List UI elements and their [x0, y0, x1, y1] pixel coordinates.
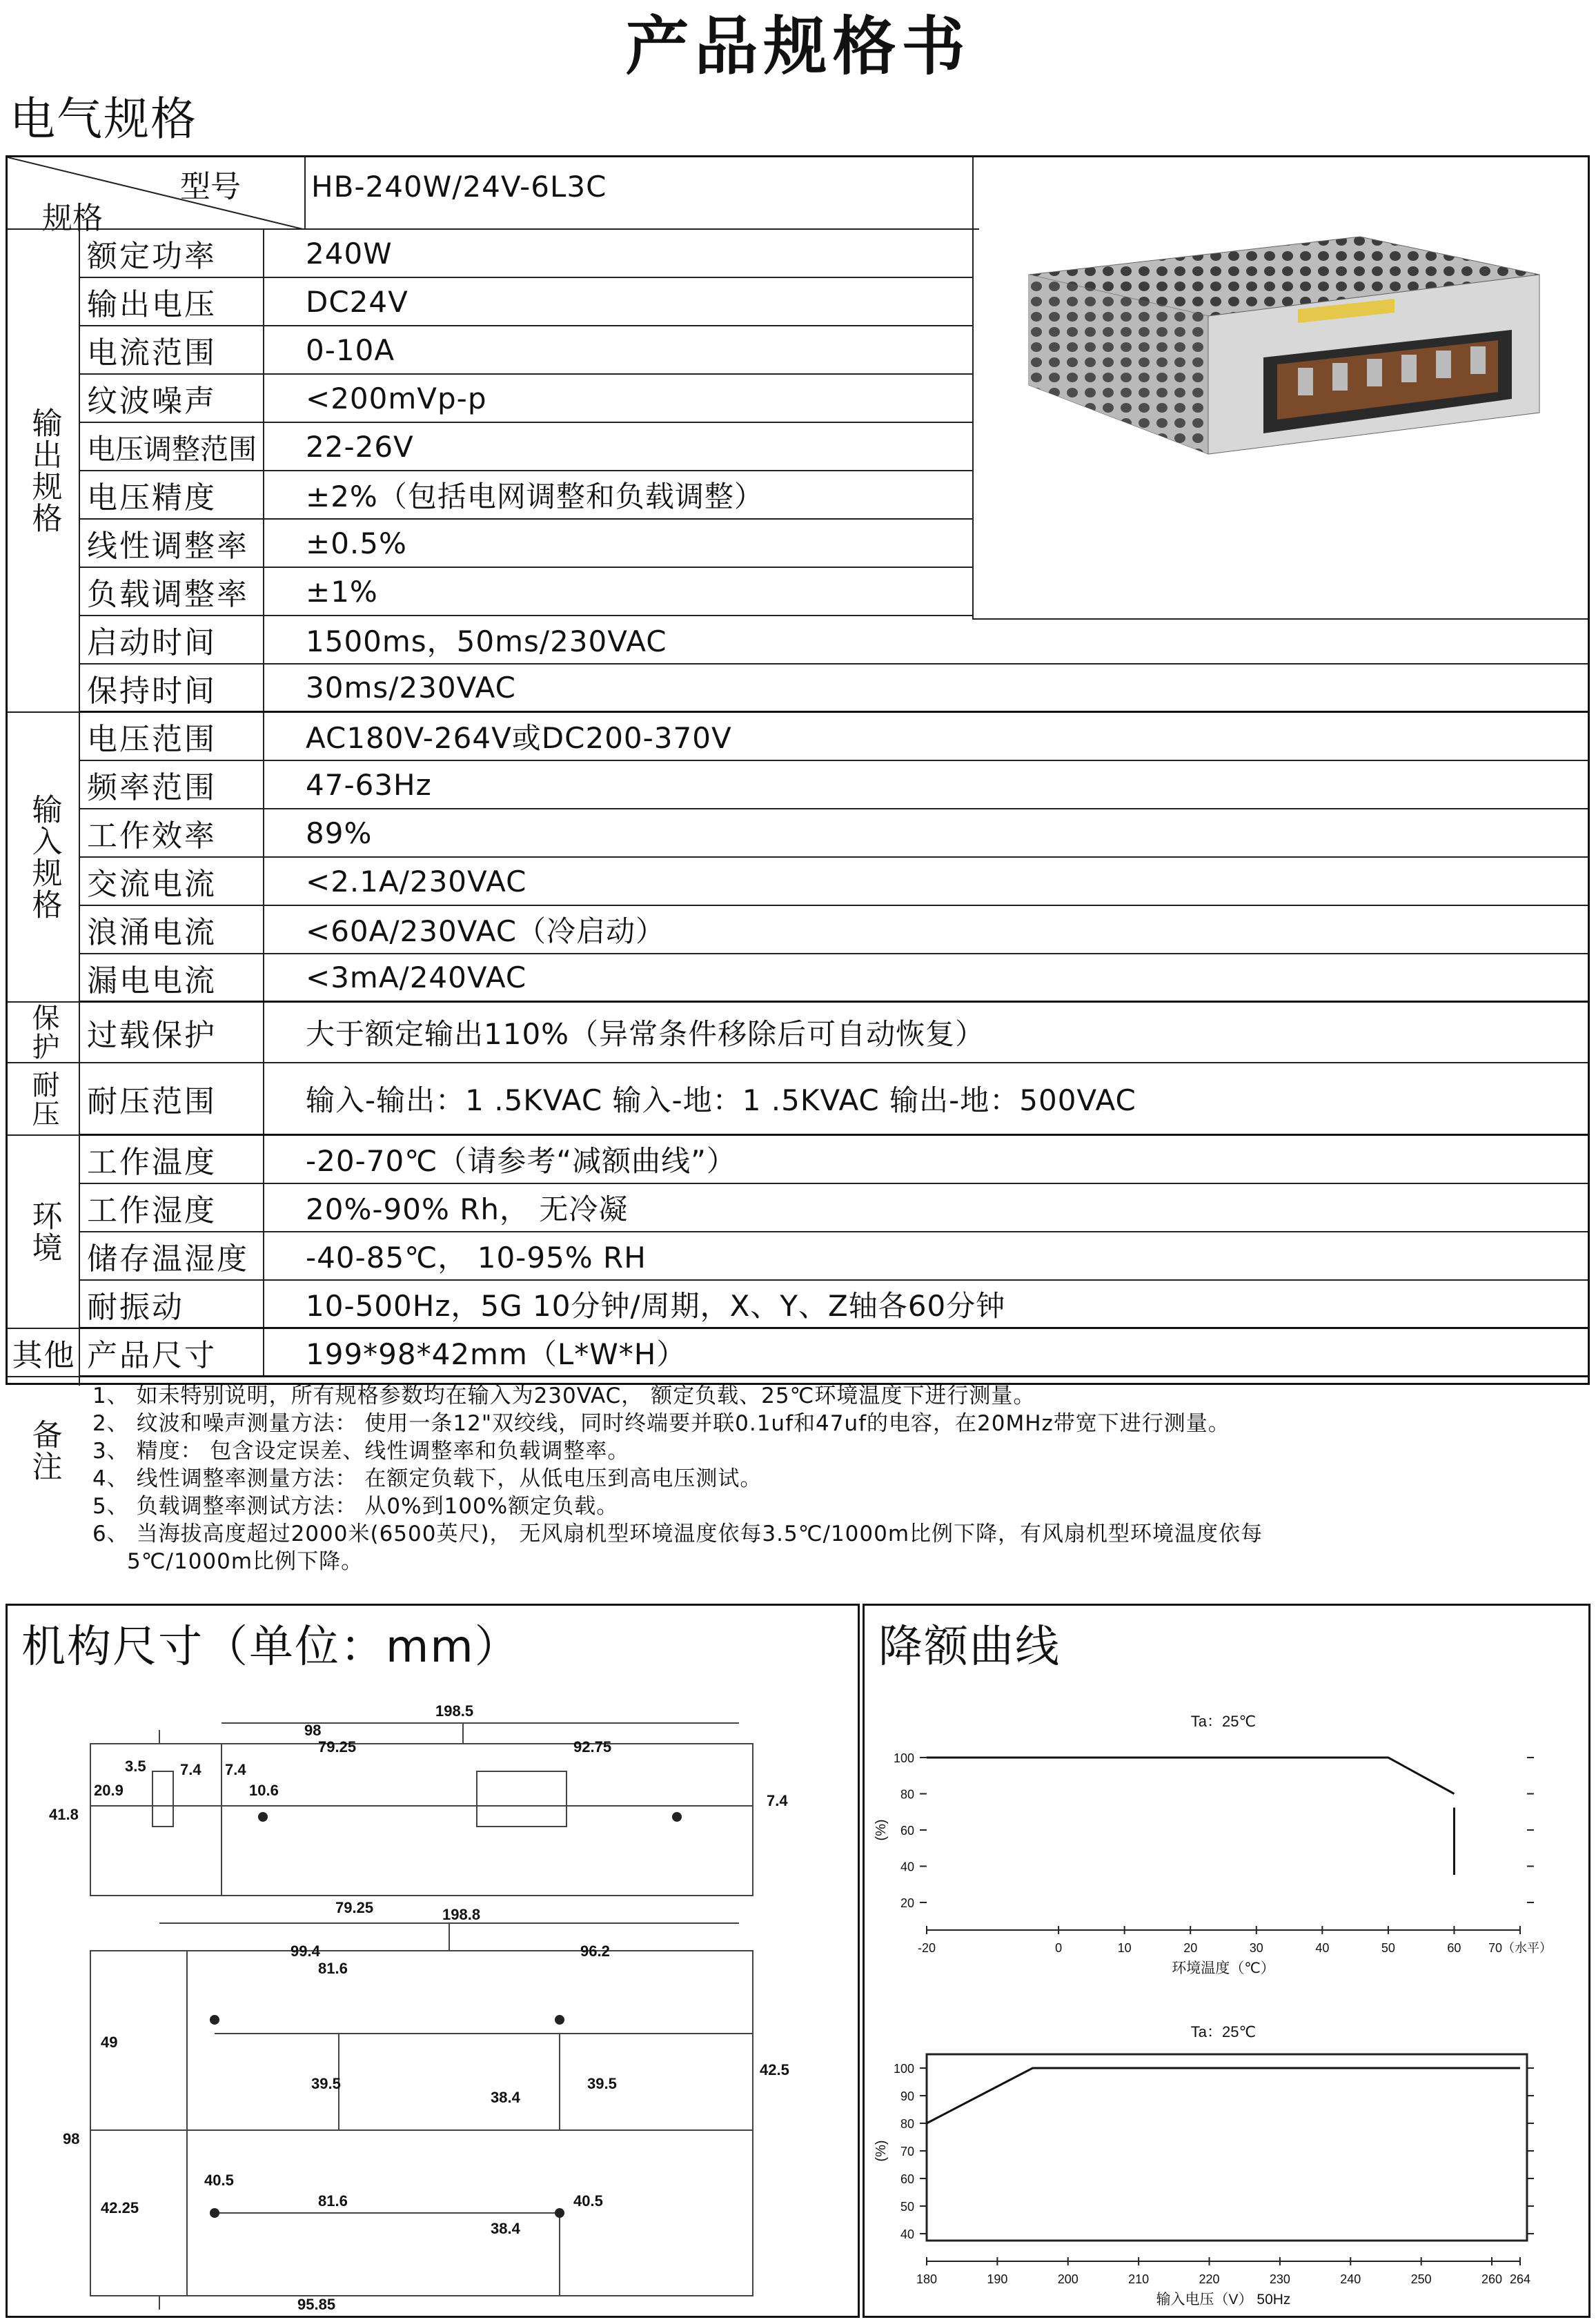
y-tick-label: 50 — [900, 2200, 914, 2214]
chart-title: Ta：25℃ — [1190, 1713, 1257, 1730]
x-tick-label: 10 — [1117, 1941, 1132, 1955]
chart-title: Ta：25℃ — [1190, 2023, 1257, 2040]
group-env: 环境 — [8, 1136, 80, 1329]
x-tick-label: 190 — [987, 2272, 1008, 2286]
mechanical-panel — [6, 1604, 860, 2318]
spec-row: 电压精度 ±2%（包括电网调整和负载调整） — [80, 471, 972, 520]
spec-row: 电流范围 0-10A — [80, 326, 972, 375]
dim-label: 92.75 — [573, 1738, 612, 1755]
section-title-electrical: 电气规格 — [10, 92, 197, 146]
product-image-cell — [972, 157, 1588, 620]
group-protect: 保护 — [8, 1003, 80, 1063]
mechanical-title: 机构尺寸（单位：mm） — [21, 1622, 520, 1673]
dim-label: 49 — [101, 2034, 118, 2051]
x-tick-label: 200 — [1057, 2272, 1078, 2286]
note-item: 2、 纹波和噪声测量方法： 使用一条12"双绞线，同时终端要并联0.1uf和47uf的电容，在20MHz带宽下进行测量。 — [92, 1411, 1230, 1436]
note-item: 5、 负载调整率测试方法： 从0%到100%额定负载。 — [92, 1494, 619, 1519]
spec-row: 耐压范围 输入-输出：1 .5KVAC 输入-地：1 .5KVAC 输出-地：500VAC — [80, 1063, 1588, 1136]
dim-label: 42.25 — [101, 2199, 139, 2216]
spec-row: 工作温度 -20-70℃（请参考“减额曲线”） — [80, 1136, 1588, 1184]
spec-row: 交流电流 <2.1A/230VAC — [80, 858, 1588, 906]
note-item: 4、 线性调整率测量方法： 在额定负载下，从低电压到高电压测试。 — [92, 1466, 762, 1491]
x-tick-label: 220 — [1199, 2272, 1220, 2286]
spec-row: 额定功率 240W — [80, 230, 972, 278]
spec-label: 规格 — [42, 201, 103, 236]
x-tick-label: -20 — [917, 1941, 936, 1955]
mechanical-drawing — [8, 1606, 858, 2316]
dim-label: 7.4 — [225, 1761, 246, 1778]
dim-label: 42.5 — [760, 2061, 789, 2078]
chart-frame — [927, 2054, 1527, 2241]
dim-label: 98 — [304, 1722, 322, 1739]
dim-label: 39.5 — [311, 2075, 341, 2092]
dim-label: 38.4 — [491, 2220, 520, 2237]
x-tick-label: 40 — [1315, 1941, 1330, 1955]
note-item: 5℃/1000m比例下降。 — [127, 1549, 364, 1574]
y-tick-label: 60 — [900, 2172, 914, 2186]
y-tick-label: 100 — [893, 1751, 914, 1765]
dim-label: 79.25 — [318, 1738, 357, 1755]
spec-row: 电压范围 AC180V-264V或DC200-370V — [80, 713, 1588, 761]
derating-panel — [863, 1604, 1590, 2318]
dim-label: 81.6 — [318, 2192, 348, 2210]
model-value: HB-240W/24V-6L3C — [311, 170, 607, 204]
dim-label: 198.5 — [435, 1702, 474, 1720]
spec-row: 输出电压 DC24V — [80, 278, 972, 326]
y-tick-label: 60 — [900, 1824, 914, 1838]
y-tick-label: 40 — [900, 1860, 914, 1874]
x-tick-label: 180 — [916, 2272, 938, 2286]
note-item: 1、 如未特别说明，所有规格参数均在输入为230VAC， 额定负载、25℃环境温度下进行测量。 — [92, 1384, 1036, 1408]
x-tick-label: 210 — [1128, 2272, 1150, 2286]
spec-row: 保持时间 30ms/230VAC — [80, 665, 1588, 713]
group-input: 输入规格 — [8, 713, 80, 1003]
x-axis-label: 环境温度（℃） — [1172, 1960, 1275, 1976]
dim-label: 3.5 — [125, 1758, 146, 1775]
x-tick-label: 260 — [1481, 2272, 1503, 2286]
spec-row: 储存温湿度 -40-85℃， 10-95% RH — [80, 1232, 1588, 1281]
x-tick-label: 50 — [1381, 1941, 1395, 1955]
dim-label: 7.4 — [767, 1792, 788, 1809]
spec-row: 频率范围 47-63Hz — [80, 761, 1588, 809]
spec-row: 电压调整范围 22-26V — [80, 423, 972, 471]
x-tick-label: 240 — [1340, 2272, 1361, 2286]
series-line — [927, 1758, 1454, 1794]
note-item: 6、 当海拔高度超过2000米(6500英尺)， 无风扇机型环境温度依每3.5℃/1000m比例下降，有风扇机型环境温度依每 — [92, 1522, 1263, 1546]
y-tick-label: 80 — [900, 2117, 914, 2131]
header-cell — [8, 157, 306, 236]
group-output: 输出规格 — [8, 230, 80, 713]
group-other: 其他 — [8, 1329, 80, 1377]
y-tick-label: 80 — [900, 1787, 914, 1802]
y-axis-label: (%) — [874, 1819, 889, 1841]
x-tick-label: 20 — [1183, 1941, 1198, 1955]
x-tick-label: 60 — [1447, 1941, 1461, 1955]
y-tick-label: 40 — [900, 2227, 914, 2241]
dim-label: 39.5 — [587, 2075, 617, 2092]
spec-row: 启动时间 1500ms，50ms/230VAC — [80, 616, 1588, 665]
group-withstand: 耐压 — [8, 1063, 80, 1136]
dim-label: 95.85 — [297, 2296, 336, 2313]
note-item: 3、 精度： 包含设定误差、线性调整率和负载调整率。 — [92, 1439, 630, 1464]
spec-row: 耐振动 10-500Hz，5G 10分钟/周期，X、Y、Z轴各60分钟 — [80, 1281, 1588, 1329]
group-notes: 备注 — [26, 1419, 62, 1482]
spec-row: 过载保护 大于额定输出110%（异常条件移除后可自动恢复） — [80, 1003, 1588, 1063]
series-line — [927, 2068, 1520, 2123]
x-axis-label: 输入电压（V） 50Hz — [1156, 2292, 1291, 2308]
dim-label: 7.4 — [180, 1761, 201, 1778]
spec-row: 纹波噪声 <200mVp-p — [80, 375, 972, 423]
x-tick-label: 230 — [1269, 2272, 1290, 2286]
dim-label: 38.4 — [491, 2089, 520, 2106]
y-tick-label: 100 — [893, 2062, 914, 2076]
dim-label: 81.6 — [318, 1960, 348, 1977]
power-supply-image — [974, 157, 1588, 618]
dim-label: 40.5 — [204, 2172, 234, 2189]
dim-label: 41.8 — [49, 1806, 79, 1823]
spec-row: 漏电电流 <3mA/240VAC — [80, 954, 1588, 1003]
dim-label: 96.2 — [580, 1942, 610, 1960]
y-tick-label: 70 — [900, 2145, 914, 2158]
x-tick-label: 264 — [1509, 2272, 1531, 2286]
spec-row: 产品尺寸 199*98*42mm（L*W*H） — [80, 1329, 1588, 1377]
dim-label: 10.6 — [249, 1782, 279, 1799]
dim-label: 20.9 — [94, 1782, 124, 1799]
dim-label: 198.8 — [442, 1906, 481, 1923]
derating-title: 降额曲线 — [878, 1622, 1061, 1673]
x-tick-label: 70（水平） — [1488, 1941, 1553, 1955]
spec-row: 工作湿度 20%-90% Rh， 无冷凝 — [80, 1184, 1588, 1232]
y-tick-label: 90 — [900, 2089, 914, 2103]
derating-charts — [865, 1606, 1588, 2316]
spec-row: 负载调整率 ±1% — [80, 568, 972, 616]
x-tick-label: 0 — [1055, 1941, 1063, 1955]
document-title: 产品规格书 — [625, 10, 971, 83]
spec-row: 浪涌电流 <60A/230VAC（冷启动） — [80, 906, 1588, 954]
x-tick-label: 250 — [1410, 2272, 1432, 2286]
dim-label: 40.5 — [573, 2192, 603, 2210]
x-tick-label: 30 — [1249, 1941, 1263, 1955]
y-axis-label: (%) — [874, 2140, 889, 2162]
spec-row: 工作效率 89% — [80, 809, 1588, 858]
dim-label: 79.25 — [335, 1899, 374, 1916]
spec-table — [6, 155, 1590, 1574]
dim-label: 98 — [63, 2130, 80, 2147]
dim-label: 99.4 — [290, 1942, 320, 1960]
spec-row: 线性调整率 ±0.5% — [80, 520, 972, 568]
y-tick-label: 20 — [900, 1896, 914, 1910]
model-label: 型号 — [180, 169, 241, 204]
